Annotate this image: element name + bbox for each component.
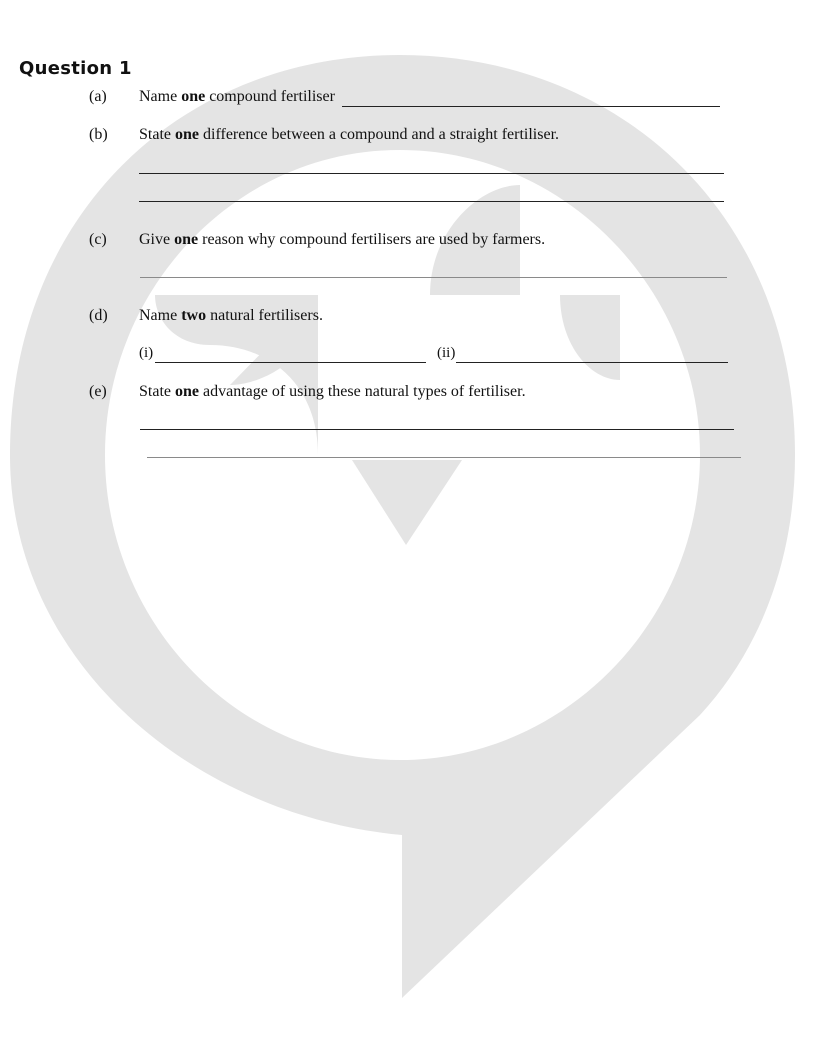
item-text-e: State one advantage of using these natural types of fertiliser. <box>139 383 526 400</box>
item-text-d: Name two natural fertilisers. <box>139 307 323 324</box>
item-text-c: Give one reason why compound fertilisers are used by farmers. <box>139 231 546 248</box>
answer-line-b2[interactable] <box>139 201 724 202</box>
item-label-c: (c) <box>89 231 107 248</box>
answer-line-e1[interactable] <box>140 429 734 430</box>
answer-line-b1[interactable] <box>139 173 724 174</box>
answer-line-a[interactable] <box>342 106 720 107</box>
sub-label-ii: (ii) <box>437 345 456 361</box>
item-label-b: (b) <box>89 126 108 143</box>
item-text-b: State one difference between a compound and a straight fertiliser. <box>139 126 560 143</box>
answer-line-d-i[interactable] <box>155 362 426 363</box>
answer-line-e2[interactable] <box>147 457 741 458</box>
item-label-a: (a) <box>89 88 107 105</box>
sub-label-i: (i) <box>139 345 154 361</box>
item-text-a: Name one compound fertiliser <box>139 88 335 105</box>
item-label-e: (e) <box>89 383 107 400</box>
answer-line-c[interactable] <box>140 277 727 278</box>
speech-bubble-logo-icon <box>10 55 795 998</box>
item-label-d: (d) <box>89 307 108 324</box>
answer-line-d-ii[interactable] <box>456 362 728 363</box>
question-title: Question 1 <box>19 58 132 79</box>
